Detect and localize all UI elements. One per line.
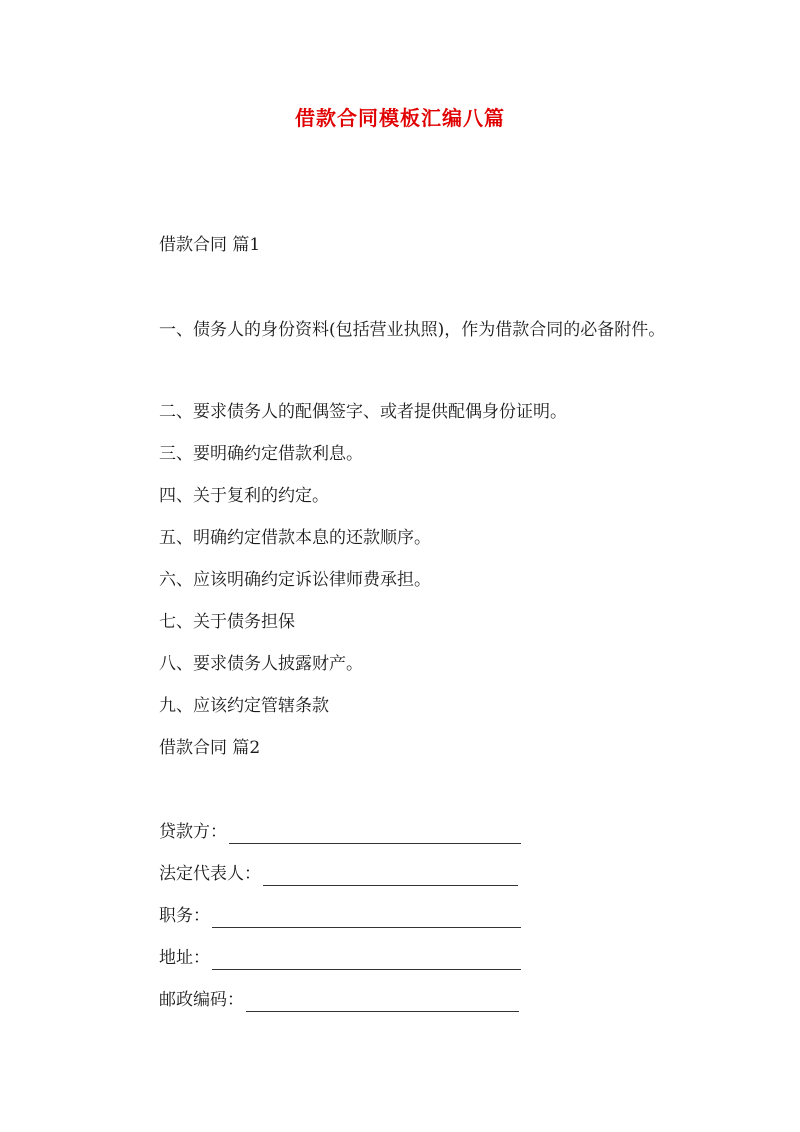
clause-4: 四、关于复利的约定。 (159, 486, 329, 506)
clause-6: 六、应该明确约定诉讼律师费承担。 (159, 570, 431, 590)
position-blank[interactable] (212, 907, 521, 928)
address-label: 地址： (159, 948, 210, 968)
lender-blank[interactable] (229, 823, 521, 844)
section-heading-1: 借款合同 篇1 (159, 235, 261, 255)
address-field (159, 946, 521, 970)
postal-code-label: 邮政编码： (159, 990, 244, 1010)
clause-7: 七、关于债务担保 (159, 612, 295, 632)
lender-label: 贷款方： (159, 822, 227, 842)
position-field (159, 904, 521, 928)
legal-rep-field (159, 862, 518, 886)
position-label: 职务： (159, 906, 210, 926)
section-heading-2: 借款合同 篇2 (159, 738, 261, 758)
legal-rep-blank[interactable] (263, 865, 518, 886)
document-title: 借款合同模板汇编八篇 (295, 106, 505, 130)
clause-1: 一、债务人的身份资料(包括营业执照)，作为借款合同的必备附件。 (159, 320, 666, 340)
address-blank[interactable] (212, 949, 521, 970)
legal-rep-label: 法定代表人： (159, 864, 261, 884)
postal-code-blank[interactable] (246, 991, 519, 1012)
postal-code-field (159, 988, 519, 1012)
clause-8: 八、要求债务人披露财产。 (159, 654, 363, 674)
clause-9: 九、应该约定管辖条款 (159, 696, 329, 716)
lender-field (159, 820, 521, 844)
clause-3: 三、要明确约定借款利息。 (159, 444, 363, 464)
clause-2: 二、要求债务人的配偶签字、或者提供配偶身份证明。 (159, 402, 567, 422)
clause-5: 五、明确约定借款本息的还款顺序。 (159, 528, 431, 548)
